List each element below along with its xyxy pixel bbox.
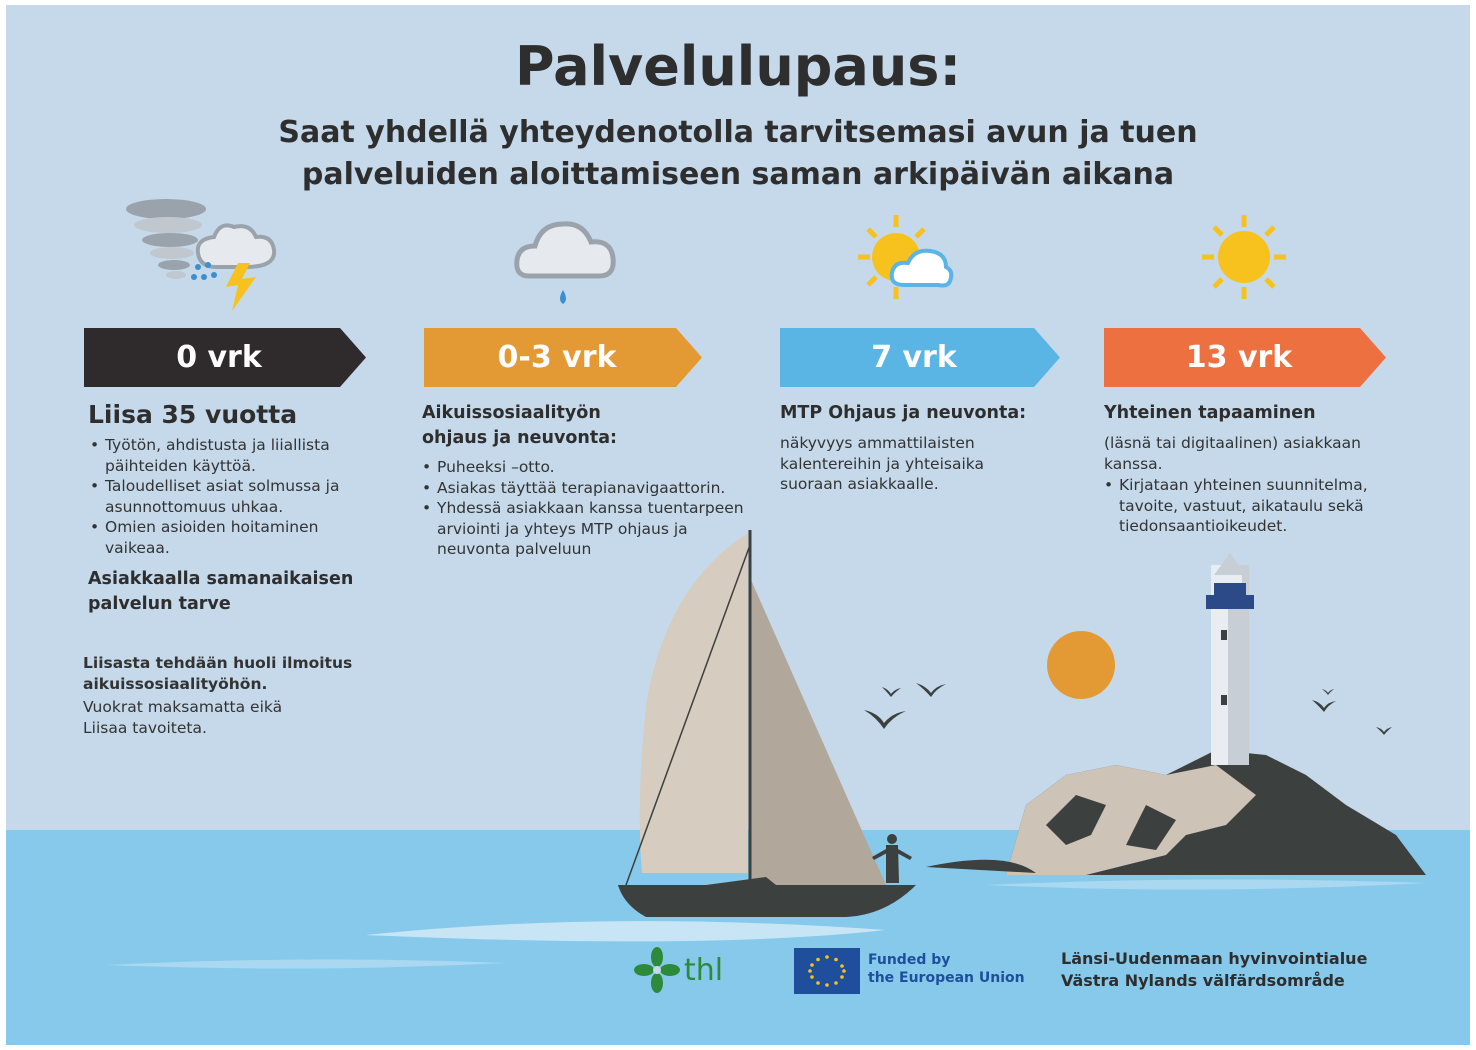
eu-funding-text — [868, 951, 1025, 987]
page-title: Palvelulupaus: — [514, 35, 962, 98]
stage-label: 0 vrk — [176, 340, 262, 375]
eu-flag-icon — [794, 948, 860, 994]
list-item: • Työtön, ahdistusta ja liiallista päihteiden käyttöä. — [90, 435, 360, 476]
service-need-text: Asiakkaalla samanaikaisen palvelun tarve — [88, 569, 354, 614]
subtitle-line-2: palveluiden aloittamiseen saman arkipäivän aikana — [301, 157, 1175, 192]
thl-leaf-logo-icon — [634, 947, 680, 993]
birds — [864, 683, 1392, 735]
list-item: • Taloudelliset asiat solmussa ja asunnottomuus uhkaa. — [90, 476, 360, 517]
stage-heading: Yhteinen tapaaminen — [1104, 403, 1316, 423]
stage-arrow-0-vrk — [84, 328, 366, 387]
list-item: • Omien asioiden hoitaminen vaikeaa. — [90, 517, 360, 558]
note-bold: Liisasta tehdään huoli ilmoitus aikuissosiaalityöhön. — [83, 654, 353, 693]
partly-sunny-icon — [854, 213, 954, 305]
region-name-swedish: Västra Nylands välfärdsområde — [1061, 971, 1345, 990]
stage-label: 13 vrk — [1185, 340, 1293, 375]
note-text: Vuokrat maksamatta eikä Liisaa tavoiteta. — [83, 698, 283, 737]
sailboat — [618, 530, 916, 917]
sun-icon — [1196, 213, 1296, 303]
eu-funding-line-1: Funded by — [868, 952, 951, 968]
stage-bullets — [1104, 475, 1390, 537]
region-name-finnish: Länsi-Uudenmaan hyvinvointialue — [1061, 949, 1368, 968]
list-item: • Asiakas täyttää terapianavigaattorin. — [422, 478, 752, 499]
stage-label: 7 vrk — [871, 340, 957, 375]
region-name — [1061, 948, 1367, 992]
persona-heading: Liisa 35 vuotta — [88, 400, 298, 429]
tornado-storm-icon — [126, 195, 286, 315]
stage-label: 0-3 vrk — [497, 340, 617, 375]
eu-funding-line-2: the European Union — [868, 970, 1025, 986]
stage-text: näkyvyys ammattilaisten kalentereihin ja yhteisaika suoraan asiakkaalle. — [780, 434, 984, 493]
orange-sun — [1047, 631, 1115, 699]
stage-bullets — [422, 457, 752, 560]
list-item: • Kirjataan yhteinen suunnitelma, tavoite, vastuut, aikataulu sekä tiedonsaantioikeudet. — [1104, 475, 1390, 537]
list-item: • Yhdessä asiakkaan kanssa tuentarpeen arviointi ja yhteys MTP ohjaus ja neuvonta palveluun — [422, 498, 752, 560]
thl-logo-text: thl — [684, 953, 724, 988]
rain-cloud-icon — [511, 210, 621, 315]
stage-heading: MTP Ohjaus ja neuvonta: — [780, 403, 1027, 423]
list-item: • Puheeksi –otto. — [422, 457, 752, 478]
stage-arrow-13-vrk — [1104, 328, 1386, 387]
subtitle-line-1: Saat yhdellä yhteydenotolla tarvitsemasi avun ja tuen — [278, 115, 1198, 150]
stage-heading: Aikuissosiaalityön ohjaus ja neuvonta: — [422, 403, 618, 448]
stage-arrow-0-3-vrk — [424, 328, 702, 387]
stage-arrow-7-vrk — [780, 328, 1060, 387]
persona-bullets — [90, 435, 360, 558]
lighthouse — [1206, 553, 1254, 765]
stage-text: (läsnä tai digitaalinen) asiakkaan kanssa. — [1104, 434, 1361, 473]
poster — [6, 5, 1470, 1045]
